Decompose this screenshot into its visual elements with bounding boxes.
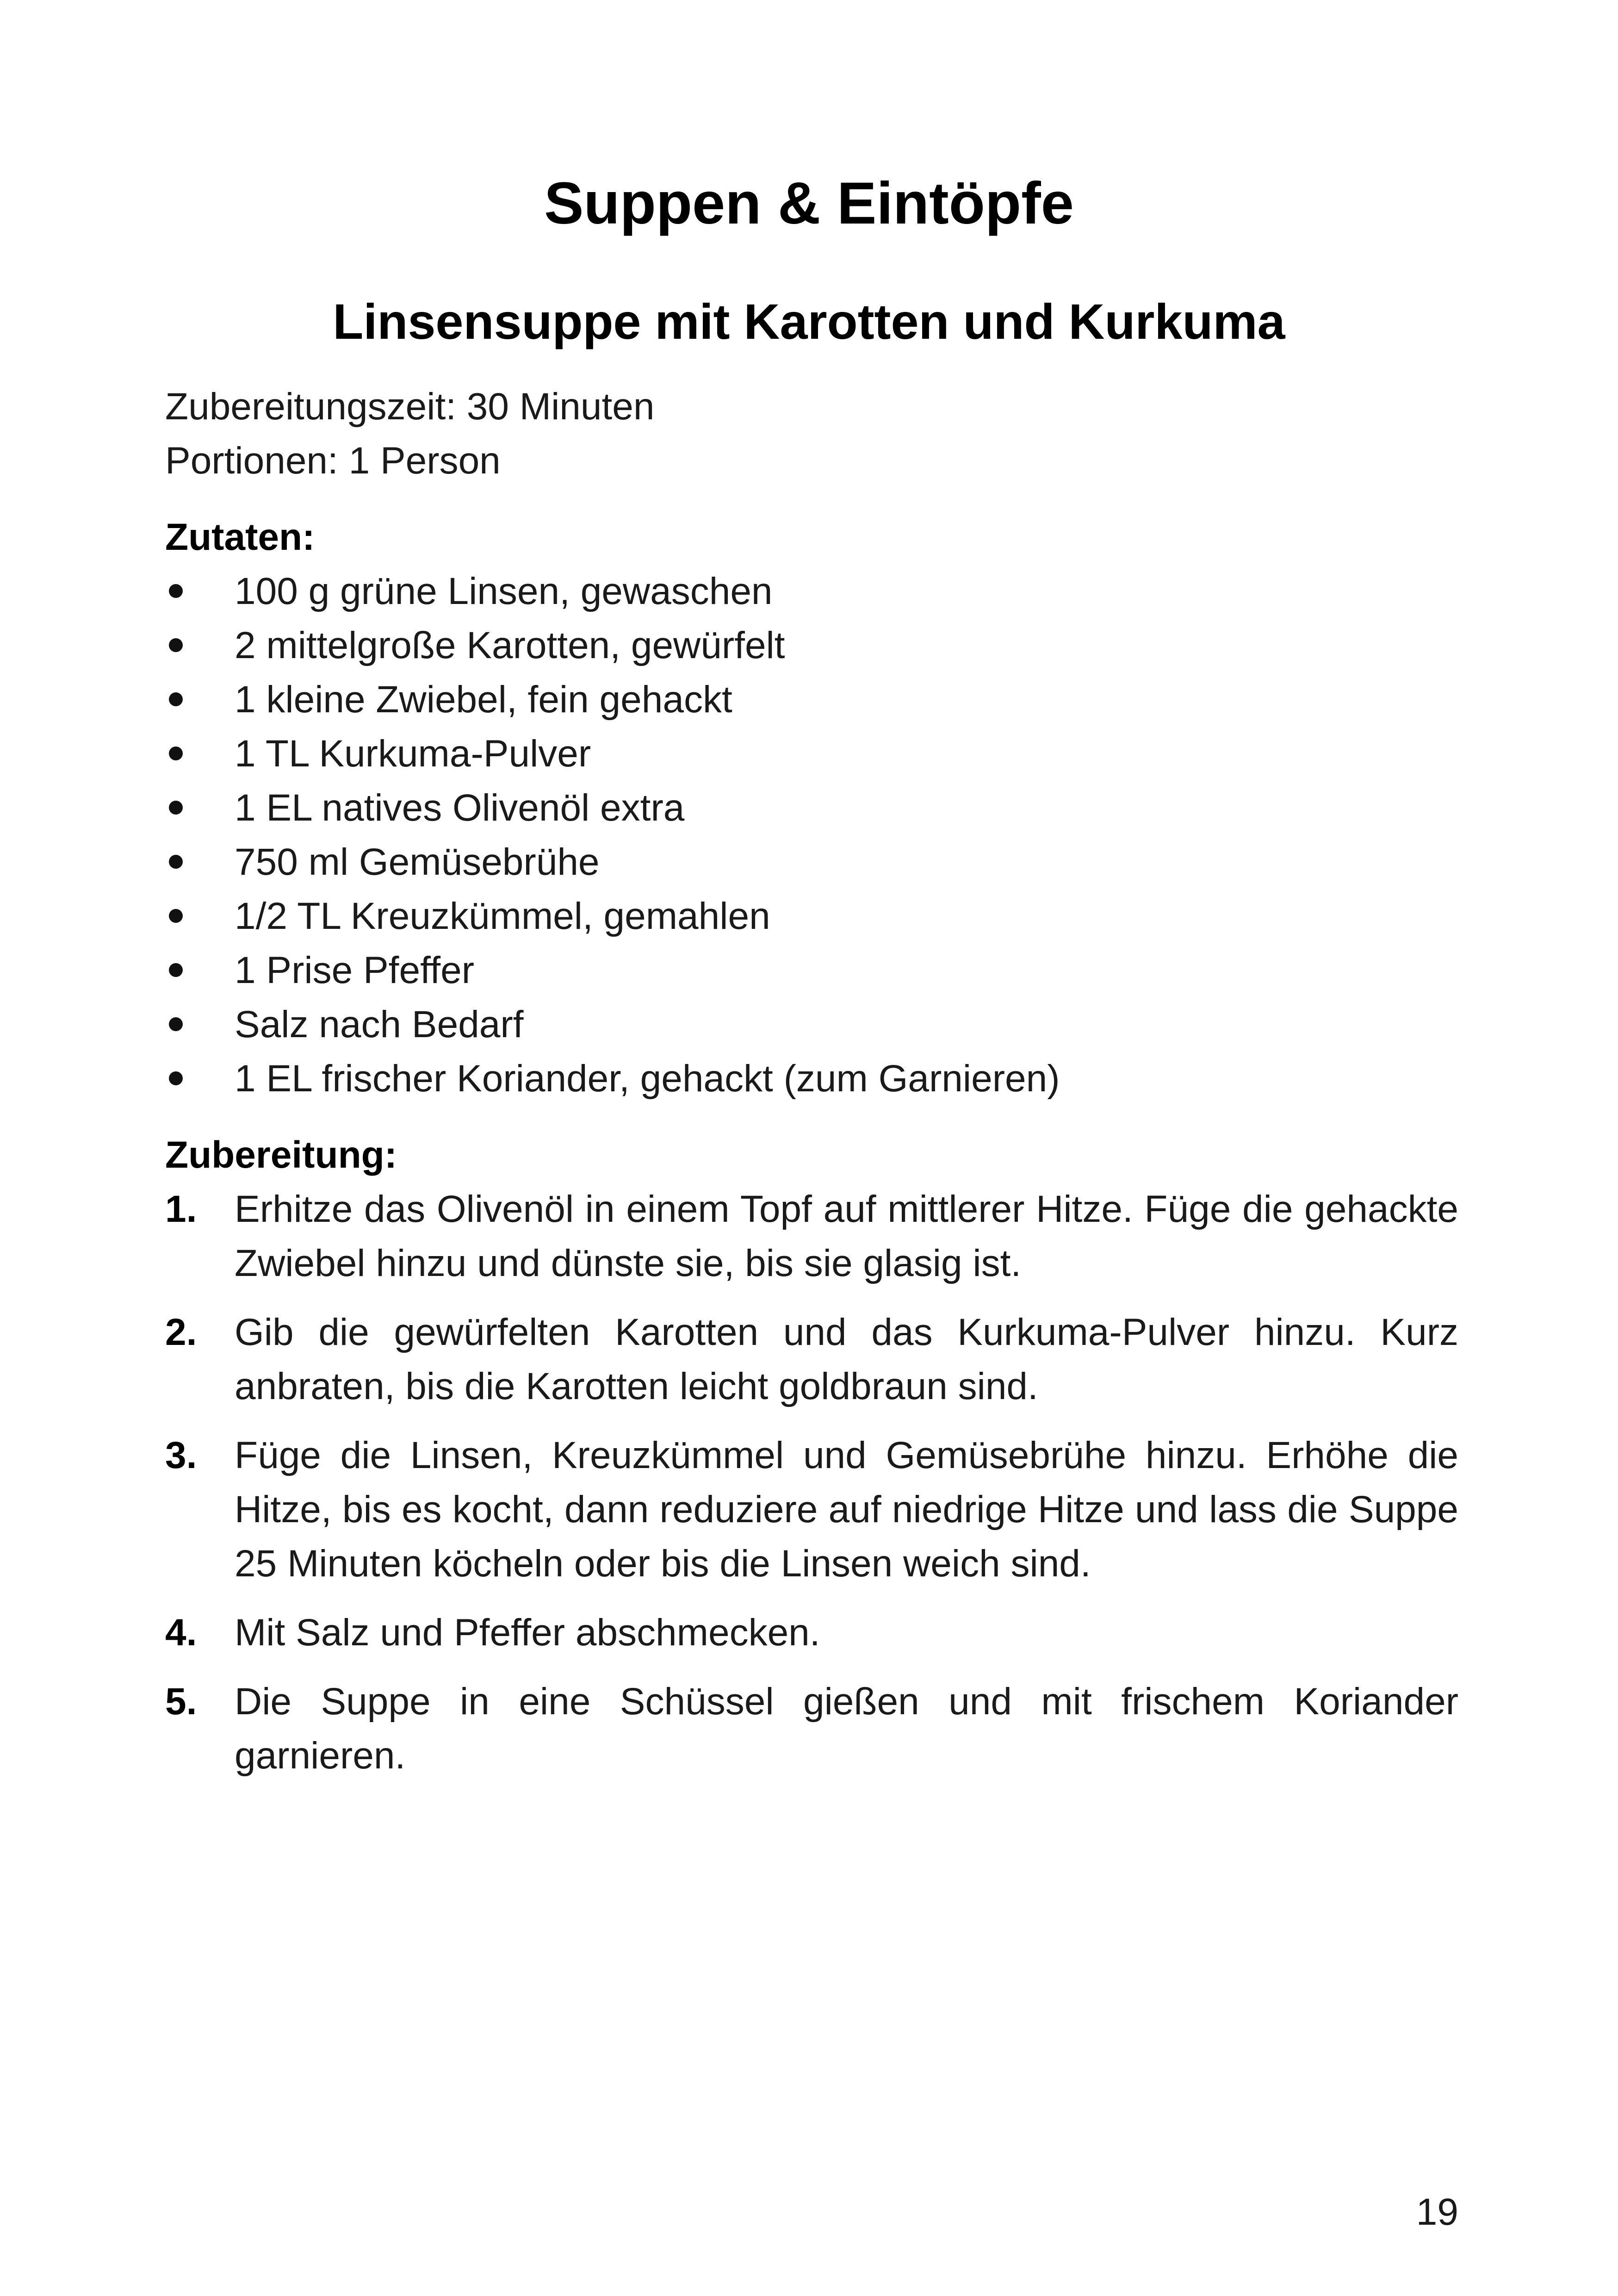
ingredient-text: 1 TL Kurkuma-Pulver [235, 733, 591, 775]
recipe-body [165, 380, 1458, 1798]
ingredient-text: 100 g grüne Linsen, gewaschen [235, 570, 773, 612]
ingredient-text: 1 Prise Pfeffer [235, 949, 475, 991]
ingredient-item [165, 1052, 1458, 1106]
step-number: 4. [165, 1612, 197, 1654]
ingredient-item [165, 889, 1458, 943]
step-number: 3. [165, 1434, 197, 1476]
step-text: Füge die Linsen, Kreuzkümmel und Gemüsebrühe hinzu. Erhöhe die Hitze, bis es kocht, dann reduziere auf niedrige Hitze und lass die Suppe 25 Minuten köcheln oder bis die Linsen weich sind. [235, 1434, 1458, 1585]
ingredients-heading: Zutaten: [165, 516, 315, 558]
bullet-icon [169, 692, 183, 706]
step-text: Gib die gewürfelten Karotten und das Kurkuma-Pulver hinzu. Kurz anbraten, bis die Karotten leicht goldbraun sind. [235, 1311, 1458, 1407]
bullet-icon [169, 1071, 183, 1085]
bullet-icon [169, 584, 183, 598]
ingredient-item [165, 781, 1458, 835]
steps-list [165, 1182, 1458, 1783]
ingredient-item [165, 727, 1458, 781]
steps-heading: Zubereitung: [165, 1134, 397, 1176]
ingredients-list [165, 564, 1458, 1106]
ingredient-text: 1/2 TL Kreuzkümmel, gemahlen [235, 895, 770, 937]
ingredient-item [165, 672, 1458, 727]
ingredient-item [165, 618, 1458, 672]
ingredient-item [165, 564, 1458, 618]
bullet-icon [169, 801, 183, 815]
step-text: Die Suppe in eine Schüssel gießen und mit frischem Koriander garnieren. [235, 1680, 1458, 1777]
bullet-icon [169, 855, 183, 869]
bullet-icon [169, 963, 183, 977]
bullet-icon [169, 638, 183, 652]
ingredient-text: 1 kleine Zwiebel, fein gehackt [235, 678, 732, 721]
servings: Portionen: 1 Person [165, 440, 501, 482]
step-item [165, 1605, 1458, 1660]
bullet-icon [169, 1017, 183, 1031]
ingredient-text: 1 EL frischer Koriander, gehackt (zum Garnieren) [235, 1058, 1060, 1100]
prep-time: Zubereitungszeit: 30 Minuten [165, 386, 655, 428]
step-item [165, 1305, 1458, 1413]
ingredient-text: 1 EL natives Olivenöl extra [235, 787, 685, 829]
bullet-icon [169, 747, 183, 760]
bullet-icon [169, 909, 183, 923]
step-item [165, 1428, 1458, 1591]
step-item [165, 1674, 1458, 1783]
step-number: 2. [165, 1311, 197, 1353]
ingredient-text: 750 ml Gemüsebrühe [235, 841, 600, 883]
chapter-title: Suppen & Eintöpfe [544, 170, 1074, 236]
step-item [165, 1182, 1458, 1290]
ingredient-item [165, 997, 1458, 1052]
step-text: Erhitze das Olivenöl in einem Topf auf mittlerer Hitze. Füge die gehackte Zwiebel hinzu und dünste sie, bis sie glasig ist. [235, 1188, 1458, 1284]
ingredient-text: Salz nach Bedarf [235, 1003, 524, 1045]
step-text: Mit Salz und Pfeffer abschmecken. [235, 1612, 820, 1654]
page-number: 19 [1416, 2191, 1458, 2233]
ingredient-item [165, 943, 1458, 997]
step-number: 5. [165, 1680, 197, 1723]
ingredient-item [165, 835, 1458, 889]
step-number: 1. [165, 1188, 197, 1230]
ingredient-text: 2 mittelgroße Karotten, gewürfelt [235, 624, 785, 666]
recipe-title: Linsensuppe mit Karotten und Kurkuma [333, 293, 1285, 349]
